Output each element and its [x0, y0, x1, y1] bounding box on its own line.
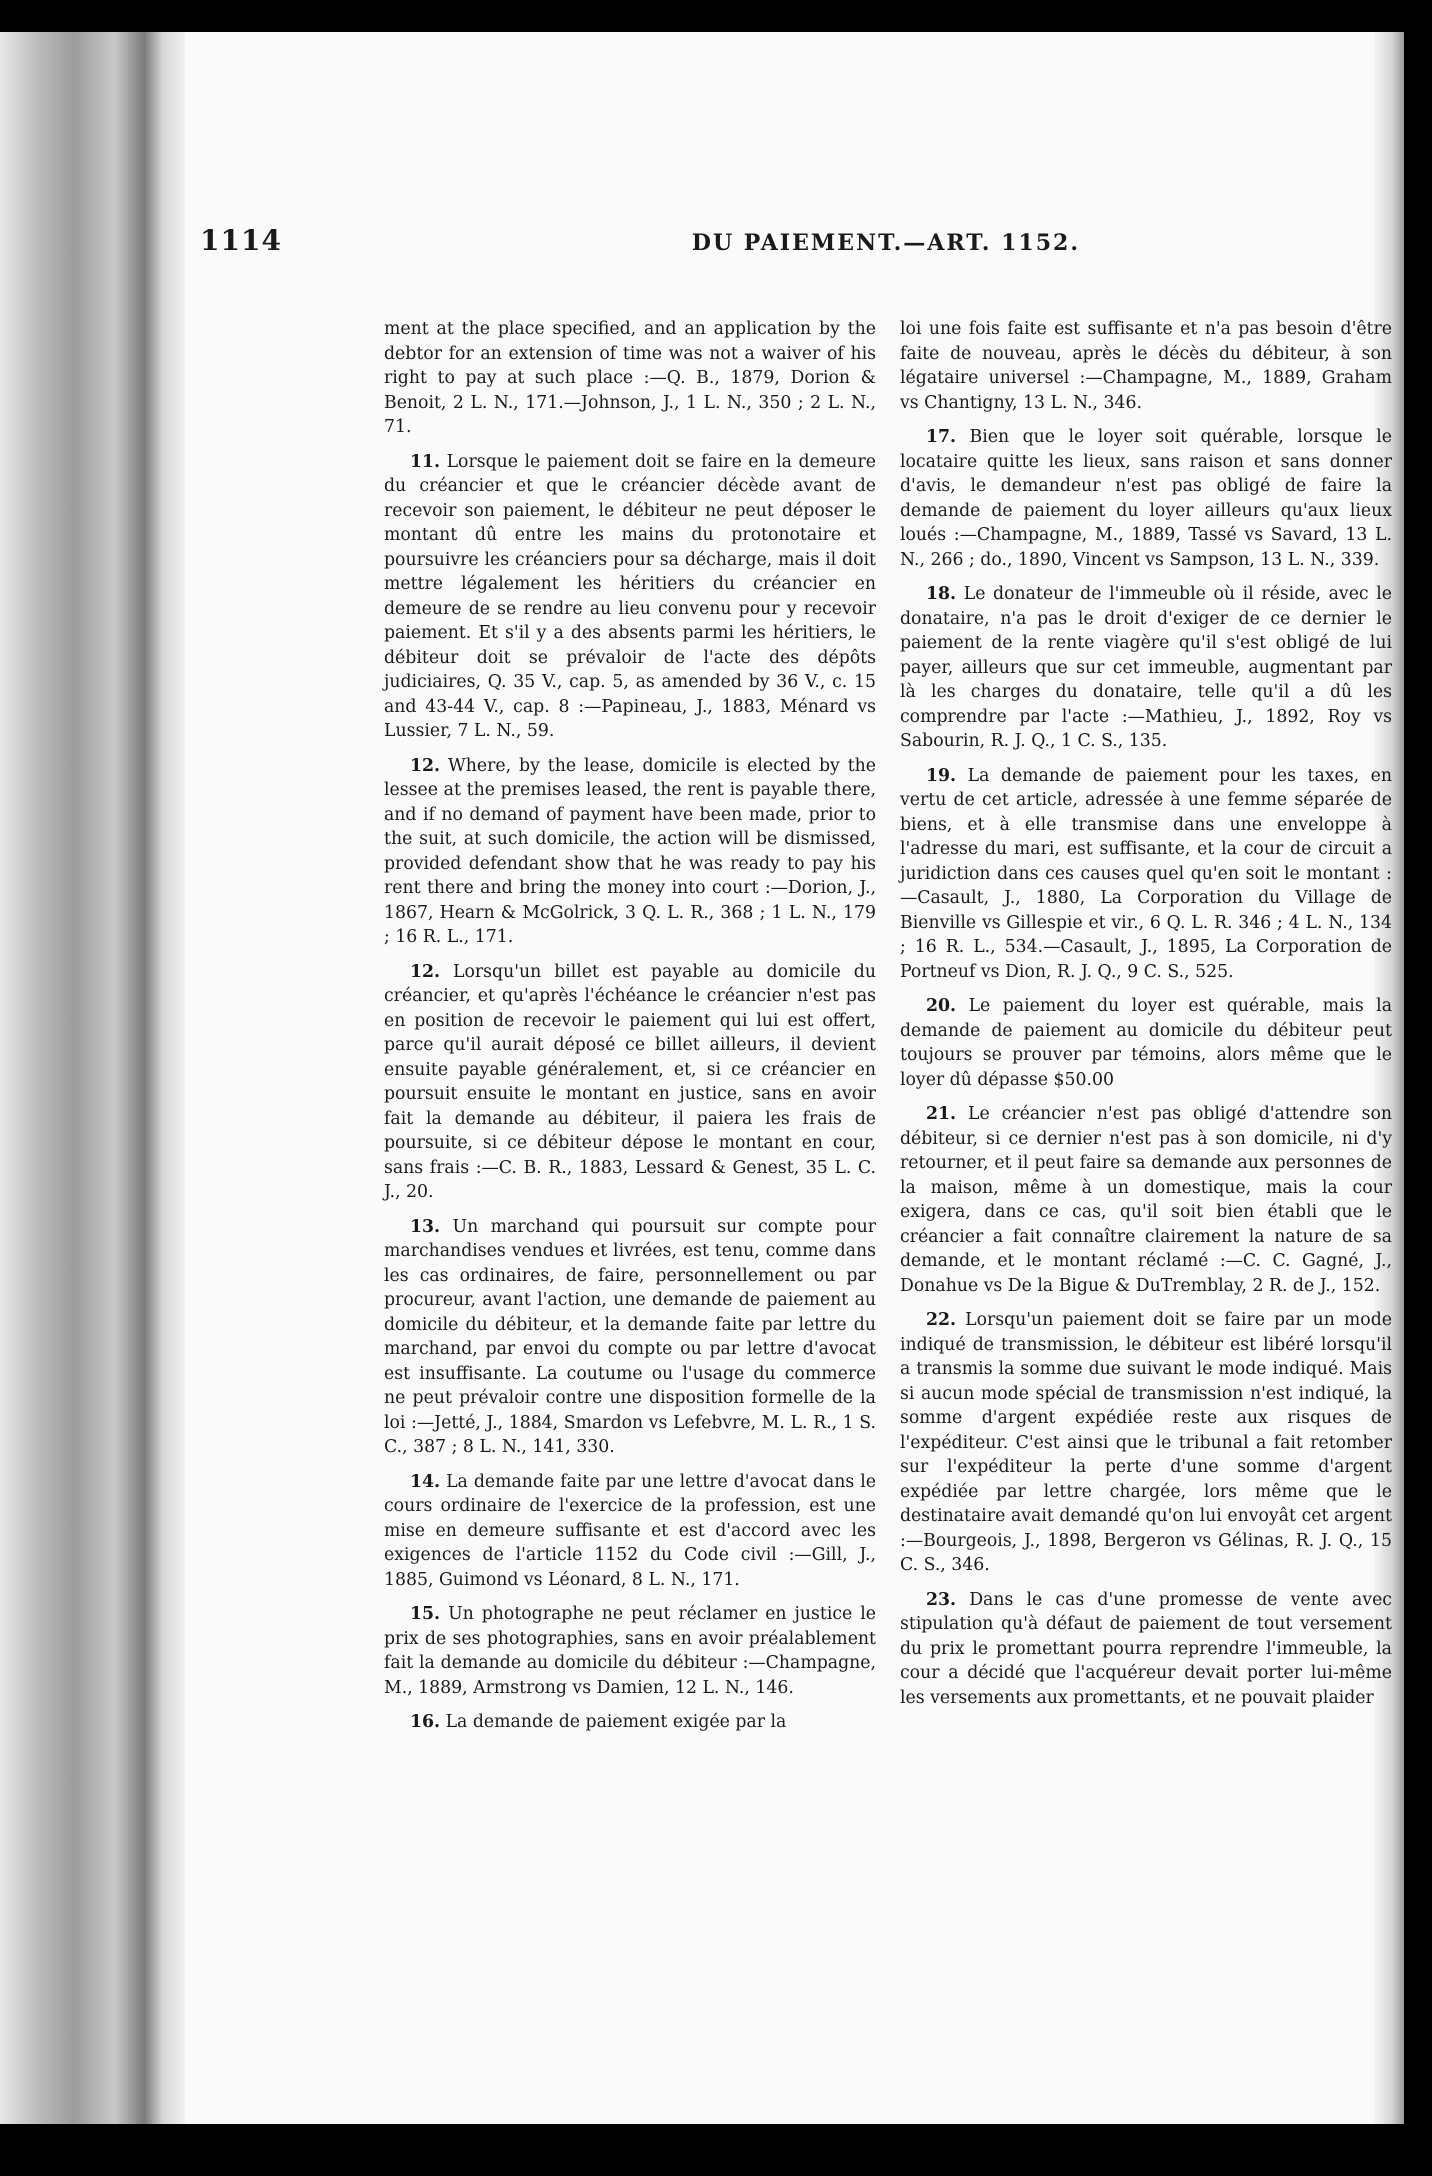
paragraph	[384, 1602, 876, 1700]
paragraph-number: 13.	[410, 1216, 441, 1237]
paragraph	[384, 1710, 876, 1735]
paragraph-number: 16.	[410, 1712, 441, 1732]
paragraph	[900, 994, 1392, 1092]
paragraph-number: 23.	[926, 1589, 957, 1610]
paragraph-number: 21.	[926, 1104, 957, 1124]
running-title: DU PAIEMENT.—ART. 1152.	[691, 230, 1080, 256]
paragraph-number: 15.	[410, 1604, 441, 1624]
paragraph-text: loi une fois faite est suffisante et n'a pas besoin d'être faite de nouveau, après le décès du débiteur, à son légataire universel :—Champagne, M., 1889, Graham vs Chantigny, 13 L. N., 346.	[900, 319, 1392, 413]
paragraph-text: Le donateur de l'immeuble où il réside, avec le donataire, n'a pas le droit d'exiger de ce dernier le paiement de la rente viagère qu'il s'est obligé de lui payer, ailleurs que sur cet immeuble, augmentant par là les charges du donataire, telle qu'il a dû les comprendre par l'acte :—Mathieu, J., 1892, Roy vs Sabourin, R. J. Q., 1 C. S., 135.	[900, 584, 1392, 751]
paragraph	[384, 317, 876, 440]
paragraph-text: Lorsqu'un billet est payable au domicile du créancier, et qu'après l'échéance le créancier n'est pas en position de recevoir le paiement qui lui est offert, parce qu'il aurait déposé ce billet ailleurs, il devient ensuite payable généralement, et, si ce créancier en poursuit ensuite le montant en justice, sans en avoir fait la demande au débiteur, il paiera les frais de poursuite, si ce débiteur dépose le montant en cour, sans frais :—C. B. R., 1883, Lessard & Genest, 35 L. C. J., 20.	[384, 961, 876, 1202]
paragraph	[384, 754, 876, 950]
page-number: 1114	[200, 224, 282, 257]
paragraph-text: Where, by the lease, domicile is elected by the lessee at the premises leased, the rent is payable there, and if no demand of payment have been made, prior to the suit, at such domicile, the action will be dismissed, provided defendant show that he was ready to pay his rent there and bring the money into court :—Dorion, J., 1867, Hearn & McGolrick, 3 Q. L. R., 368 ; 1 L. N., 179 ; 16 R. L., 171.	[384, 755, 876, 947]
paragraph-number: 22.	[926, 1310, 957, 1330]
paragraph-text: La demande faite par une lettre d'avocat dans le cours ordinaire de l'exercice de la profession, est une mise en demeure suffisante et est d'accord avec les exigences de l'article 1152 du Code civil :—Gill, J., 1885, Guimond vs Léonard, 8 L. N., 171.	[384, 1471, 877, 1590]
paragraph-number: 19.	[926, 765, 957, 786]
paragraph-text: Lorsqu'un paiement doit se faire par un mode indiqué de transmission, le débiteur est libéré lorsqu'il a transmis la somme due suivant le mode indiqué. Mais si aucun mode spécial de transmission n'est indiqué, la somme d'argent expédiée reste aux risques de l'expéditeur. C'est ainsi que le tribunal a fait retomber sur l'expéditeur la perte d'une somme d'argent expédiée par lettre chargée, lors même que le destinataire avait demandé qu'on lui envoyât cet argent :—Bourgeois, J., 1898, Bergeron vs Gélinas, R. J. Q., 15 C. S., 346.	[900, 1310, 1393, 1575]
paragraph-text: Lorsque le paiement doit se faire en la demeure du créancier et que le créancier décède avant de recevoir son paiement, le débiteur ne peut déposer le montant dû entre les mains du protonotaire et poursuivre les créanciers pour sa décharge, mais il doit mettre légalement les héritiers du créancier en demeure de se rendre au lieu convenu pour y recevoir paiement. Et s'il y a des absents parmi les héritiers, le débiteur doit se prévaloir de l'acte des dépôts judiciaires, Q. 35 V., cap. 5, as amended by 36 V., c. 15 and 43-44 V., cap. 8 :—Papineau, J., 1883, Ménard vs Lussier, 7 L. N., 59.	[384, 451, 876, 741]
paragraph	[384, 1470, 876, 1593]
paragraph-text: ment at the place specified, and an application by the debtor for an extension of time was not a waiver of his right to pay at such place :—Q. B., 1879, Dorion & Benoit, 2 L. N., 171.—Johnson, J., 1 L. N., 350 ; 2 L. N., 71.	[384, 319, 876, 437]
paragraph-text: Un photographe ne peut réclamer en justice le prix de ses photographies, sans en avoir préalablement fait la demande au domicile du débiteur :—Champagne, M., 1889, Armstrong vs Damien, 12 L. N., 146.	[384, 1604, 876, 1698]
paragraph-text: La demande de paiement exigée par la	[445, 1712, 787, 1732]
right-column	[900, 317, 1392, 1720]
paragraph	[900, 317, 1392, 415]
paragraph	[900, 764, 1392, 985]
paragraph-text: Bien que le loyer soit quérable, lorsque le locataire quitte les lieux, sans raison et sans donner d'avis, le demandeur n'est pas obligé de faire la demande de paiement du loyer ailleurs qu'aux lieux loués :—Champagne, M., 1889, Tassé vs Savard, 13 L. N., 266 ; do., 1890, Vincent vs Sampson, 13 L. N., 339.	[900, 427, 1392, 570]
paragraph	[900, 1588, 1392, 1711]
page-header	[200, 224, 1080, 264]
paragraph-number: 17.	[926, 427, 957, 447]
paragraph-number: 12.	[410, 961, 441, 982]
paragraph	[384, 960, 876, 1205]
paragraph	[900, 582, 1392, 754]
paragraph-number: 11.	[410, 451, 441, 472]
paragraph-text: Dans le cas d'une promesse de vente avec stipulation qu'à défaut de paiement de tout versement du prix le promettant pourra reprendre l'immeuble, la cour a décidé que l'acquéreur devait porter lui-même les versements aux promettants, et ne pouvait plaider	[900, 1589, 1392, 1708]
book-spine-edge	[0, 32, 185, 2124]
paragraph	[900, 425, 1392, 572]
paragraph	[384, 1215, 876, 1460]
paragraph	[900, 1308, 1392, 1578]
paragraph	[384, 450, 876, 744]
paragraph-text: Le créancier n'est pas obligé d'attendre son débiteur, si ce dernier n'est pas à son domicile, ni d'y retourner, et il peut faire sa demande aux personnes de la maison, même à un domestique, mais la cour exigera, dans ce cas, qu'il soit bien établi que le créancier a fait connaître clairement la nature de sa demande, et le montant réclamé :—C. C. Gagné, J., Donahue vs De la Bigue & DuTremblay, 2 R. de J., 152.	[900, 1104, 1392, 1296]
paragraph-text: La demande de paiement pour les taxes, en vertu de cet article, adressée à une femme séparée de biens, et à elle transmise dans une enveloppe à l'adresse du mari, est suffisante, et la cour de circuit a juridiction dans ces causes quel qu'en soit le montant :—Casault, J., 1880, La Corporation du Village de Bienville vs Gillespie et vir., 6 Q. L. R. 346 ; 4 L. N., 134 ; 16 R. L., 534.—Casault, J., 1895, La Corporation de Portneuf vs Dion, R. J. Q., 9 C. S., 525.	[900, 765, 1392, 982]
left-column	[384, 317, 876, 1745]
paragraph-number: 14.	[410, 1471, 441, 1492]
page-scan	[0, 32, 1404, 2124]
paragraph	[900, 1102, 1392, 1298]
paragraph-text: Un marchand qui poursuit sur compte pour marchandises vendues et livrées, est tenu, comme dans les cas ordinaires, de faire, personnellement ou par procureur, avant l'action, une demande de paiement au domicile du débiteur, et la demande faite par lettre du marchand, par envoi du compte ou par lettre d'avocat est insuffisante. La coutume ou l'usage du commerce ne peut prévaloir contre une disposition formelle de la loi :—Jetté, J., 1884, Smardon vs Lefebvre, M. L. R., 1 S. C., 387 ; 8 L. N., 141, 330.	[384, 1216, 876, 1457]
paragraph-number: 20.	[926, 996, 957, 1016]
paragraph-number: 12.	[410, 755, 441, 776]
paragraph-number: 18.	[926, 584, 957, 604]
paragraph-text: Le paiement du loyer est quérable, mais la demande de paiement au domicile du débiteur peut toujours se prouver par témoins, alors même que le loyer dû dépasse $50.00	[900, 996, 1392, 1090]
